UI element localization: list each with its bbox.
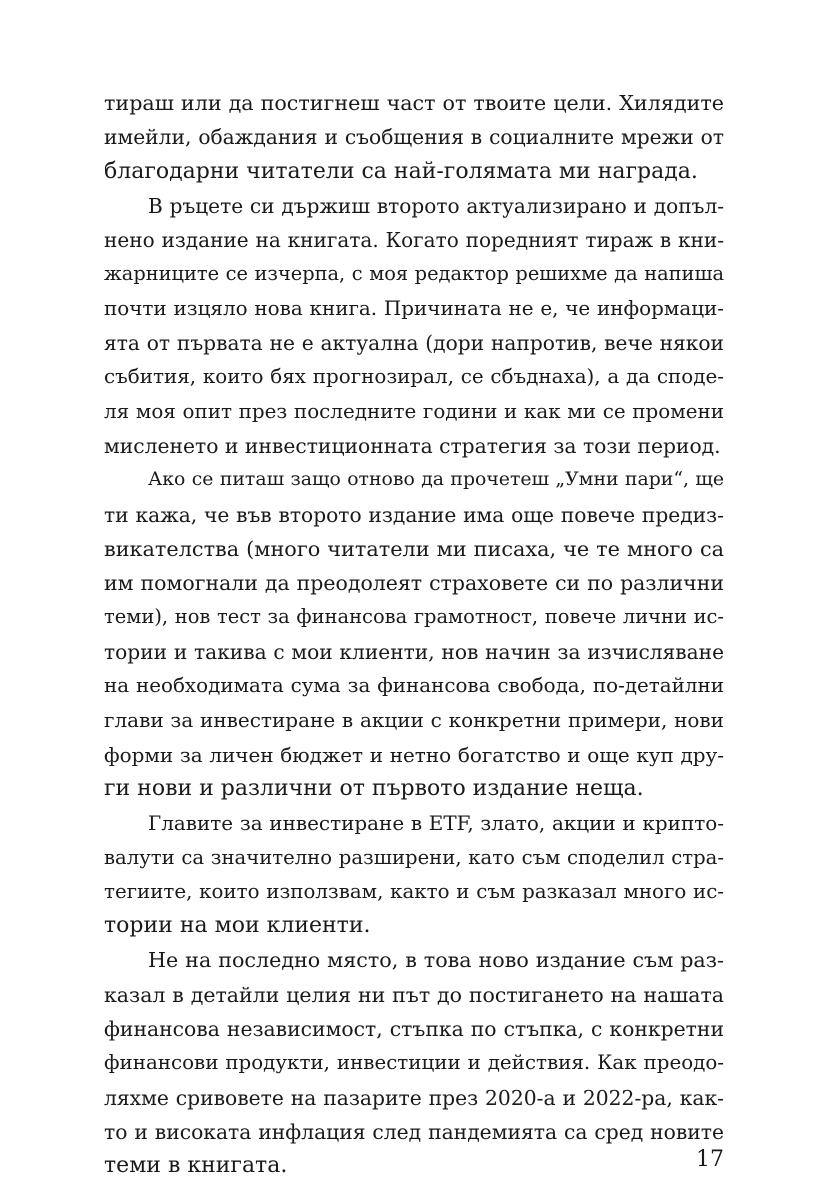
paragraph-5 — [104, 943, 724, 1183]
text-line: финансови продукти, инвестиции и действия. Как преодо- — [104, 1051, 724, 1075]
text-line: на необходимата сума за финансова свобода, по-детайлни — [104, 674, 724, 698]
text-line: казал в детайли целия ни път до постигането на нашата — [104, 982, 724, 1007]
text-line: ти кажа, че във второто издание има още повече предиз- — [104, 502, 724, 527]
text-line: тегиите, които използвам, както и съм разказал много ис- — [104, 879, 724, 903]
text-line: ята от първата не е актуална (дори напротив, вече някои — [104, 331, 724, 356]
text-line: благодарни читатели са най-голямата ми награда. — [104, 158, 698, 184]
text-line: тории на мои клиенти. — [104, 913, 371, 939]
text-line: валути са значително разширени, като съм споделил стра- — [104, 845, 724, 869]
text-line: мисленето и инвестиционната стратегия за този период. — [104, 433, 721, 458]
text-line: глави за инвестиране в акции с конкретни примери, нови — [104, 708, 724, 733]
text-line: Ако се питаш защо отново да прочетеш „Умни пари“, ще — [148, 469, 724, 491]
text-line: теми в книгата. — [104, 1153, 288, 1179]
paragraph-3 — [104, 463, 724, 806]
paragraph-2 — [104, 189, 724, 463]
text-line: жарниците се изчерпа, с моя редактор решихме да напиша — [104, 262, 724, 286]
text-line: почти изцяло нова книга. Причината не е, че информаци- — [104, 296, 724, 320]
text-line: нено издание на книгата. Когато поредният тираж в кни- — [104, 228, 724, 253]
text-line: ги нови и различни от първото издание неща. — [104, 775, 644, 801]
text-line: финансова независимост, стъпка по стъпка, с конкретни — [104, 1017, 724, 1042]
paragraph-4 — [104, 806, 724, 943]
text-line: то и високата инфлация след пандемията са сред новите — [104, 1119, 724, 1144]
text-line: ляхме сривовете на пазарите през 2020-а и 2022-ра, как- — [104, 1085, 724, 1110]
text-line: В ръцете си държиш второто актуализирано и допъл- — [148, 193, 724, 218]
text-line: ля моя опит през последните години и как ми се промени — [104, 399, 724, 423]
paragraph-1 — [104, 86, 724, 189]
text-line: форми за личен бюджет и нетно богатство и още куп дру- — [104, 742, 724, 767]
text-line: имейли, обаждания и съобщения в социалните мрежи от — [104, 125, 724, 150]
text-line: тории и такива с мои клиенти, нов начин за изчисляване — [104, 639, 724, 664]
text-line: Не на последно място, в това ново издание съм раз- — [148, 948, 724, 973]
text-line: тираш или да постигнеш част от твоите цели. Хилядите — [104, 91, 724, 115]
page-number: 17 — [696, 1147, 724, 1172]
text-line: теми), нов тест за финансова грамотност, повече лични ис- — [104, 605, 724, 629]
text-line: викателства (много читатели ми писаха, че те много са — [104, 536, 724, 561]
text-line: Главите за инвестиране в ETF, злато, акции и крипто- — [148, 811, 724, 836]
text-line: им помогнали да преодолеят страховете си по различни — [104, 571, 724, 596]
text-line: събития, които бях прогнозирал, се сбъднаха), а да споде- — [104, 365, 724, 389]
body-text — [104, 86, 724, 1184]
